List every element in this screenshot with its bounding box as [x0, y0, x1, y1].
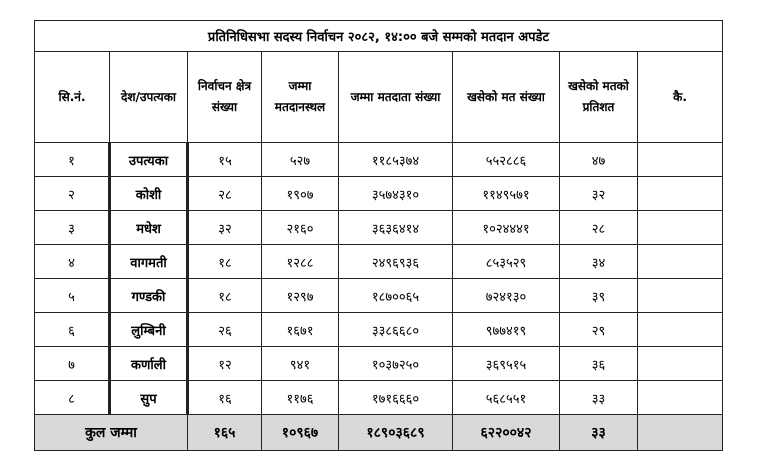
cell-region: सुप [110, 381, 188, 415]
cell-region: गण्डकी [110, 279, 188, 313]
cell-serial-number: ६ [35, 313, 110, 347]
cell-polling-stations: ९४१ [262, 347, 339, 381]
header-votes-cast: खसेको मत संख्या [453, 52, 560, 143]
header-turnout-percent: खसेको मतको प्रतिशत [560, 52, 638, 143]
total-voters: १८९०३६८९ [339, 415, 453, 451]
header-serial-number: सि.नं. [35, 52, 110, 143]
cell-votes-cast: ५६८५५१ [453, 381, 560, 415]
cell-region: वागमती [110, 245, 188, 279]
table-body [35, 143, 723, 415]
cell-serial-number: ५ [35, 279, 110, 313]
table-row [35, 245, 723, 279]
cell-remarks [638, 313, 723, 347]
cell-turnout-percent: २९ [560, 313, 638, 347]
table-title: प्रतिनिधिसभा सदस्य निर्वाचन २०८२, १४:०० बजे सम्मको मतदान अपडेट [35, 21, 723, 52]
cell-serial-number: ८ [35, 381, 110, 415]
table-row [35, 211, 723, 245]
cell-polling-stations: १२९७ [262, 279, 339, 313]
cell-turnout-percent: ३९ [560, 279, 638, 313]
cell-region: कर्णाली [110, 347, 188, 381]
cell-votes-cast: १०२४४४१ [453, 211, 560, 245]
cell-serial-number: २ [35, 177, 110, 211]
cell-constituency-count: १५ [188, 143, 262, 177]
cell-total-voters: ३६३६४१४ [339, 211, 453, 245]
cell-serial-number: ४ [35, 245, 110, 279]
cell-polling-stations: १९०७ [262, 177, 339, 211]
cell-serial-number: ३ [35, 211, 110, 245]
header-constituency-count: निर्वाचन क्षेत्र संख्या [188, 52, 262, 143]
total-remarks [638, 415, 723, 451]
cell-total-voters: ३३८६६८० [339, 313, 453, 347]
cell-total-voters: ३५७४३१० [339, 177, 453, 211]
cell-serial-number: ७ [35, 347, 110, 381]
cell-region: कोशी [110, 177, 188, 211]
header-region: देश/उपत्यका [110, 52, 188, 143]
cell-votes-cast: ७२४१३० [453, 279, 560, 313]
cell-serial-number: १ [35, 143, 110, 177]
cell-turnout-percent: ३४ [560, 245, 638, 279]
cell-constituency-count: २८ [188, 177, 262, 211]
cell-constituency-count: १६ [188, 381, 262, 415]
cell-turnout-percent: ३६ [560, 347, 638, 381]
cell-turnout-percent: ३३ [560, 381, 638, 415]
cell-remarks [638, 279, 723, 313]
cell-votes-cast: ८५३५२९ [453, 245, 560, 279]
cell-remarks [638, 143, 723, 177]
cell-total-voters: ११८५३७४ [339, 143, 453, 177]
cell-region: उपत्यका [110, 143, 188, 177]
cell-total-voters: १७१६६६० [339, 381, 453, 415]
table-row [35, 143, 723, 177]
cell-remarks [638, 245, 723, 279]
total-constituencies: १६५ [188, 415, 262, 451]
cell-total-voters: २४९६९३६ [339, 245, 453, 279]
election-update-table [34, 20, 723, 451]
table-row [35, 279, 723, 313]
total-polling-stations: १०९६७ [262, 415, 339, 451]
cell-turnout-percent: ४७ [560, 143, 638, 177]
cell-constituency-count: १२ [188, 347, 262, 381]
cell-polling-stations: १२८८ [262, 245, 339, 279]
cell-remarks [638, 381, 723, 415]
cell-polling-stations: २१६० [262, 211, 339, 245]
cell-region: मधेश [110, 211, 188, 245]
cell-constituency-count: २६ [188, 313, 262, 347]
cell-polling-stations: ११७६ [262, 381, 339, 415]
header-total-voters: जम्मा मतदाता संख्या [339, 52, 453, 143]
cell-total-voters: १८७००६५ [339, 279, 453, 313]
cell-constituency-count: १८ [188, 245, 262, 279]
table-row [35, 313, 723, 347]
cell-remarks [638, 177, 723, 211]
header-row [35, 52, 723, 143]
cell-remarks [638, 211, 723, 245]
cell-votes-cast: ५५२८८६ [453, 143, 560, 177]
cell-turnout-percent: २८ [560, 211, 638, 245]
cell-total-voters: १०३७२५० [339, 347, 453, 381]
cell-votes-cast: ९७७४१९ [453, 313, 560, 347]
cell-remarks [638, 347, 723, 381]
table-row [35, 347, 723, 381]
cell-votes-cast: ११४९५७१ [453, 177, 560, 211]
total-row [35, 415, 723, 451]
cell-region: लुम्बिनी [110, 313, 188, 347]
cell-polling-stations: १६७१ [262, 313, 339, 347]
results-table-wrapper [34, 20, 723, 451]
total-turnout-percent: ३३ [560, 415, 638, 451]
total-votes-cast: ६२२००४२ [453, 415, 560, 451]
table-row [35, 177, 723, 211]
table-row [35, 381, 723, 415]
cell-constituency-count: १८ [188, 279, 262, 313]
cell-polling-stations: ५२७ [262, 143, 339, 177]
header-remarks: कै. [638, 52, 723, 143]
title-row [35, 21, 723, 52]
cell-constituency-count: ३२ [188, 211, 262, 245]
total-label: कुल जम्मा [35, 415, 188, 451]
header-polling-stations: जम्मा मतदानस्थल [262, 52, 339, 143]
cell-votes-cast: ३६९५१५ [453, 347, 560, 381]
cell-turnout-percent: ३२ [560, 177, 638, 211]
